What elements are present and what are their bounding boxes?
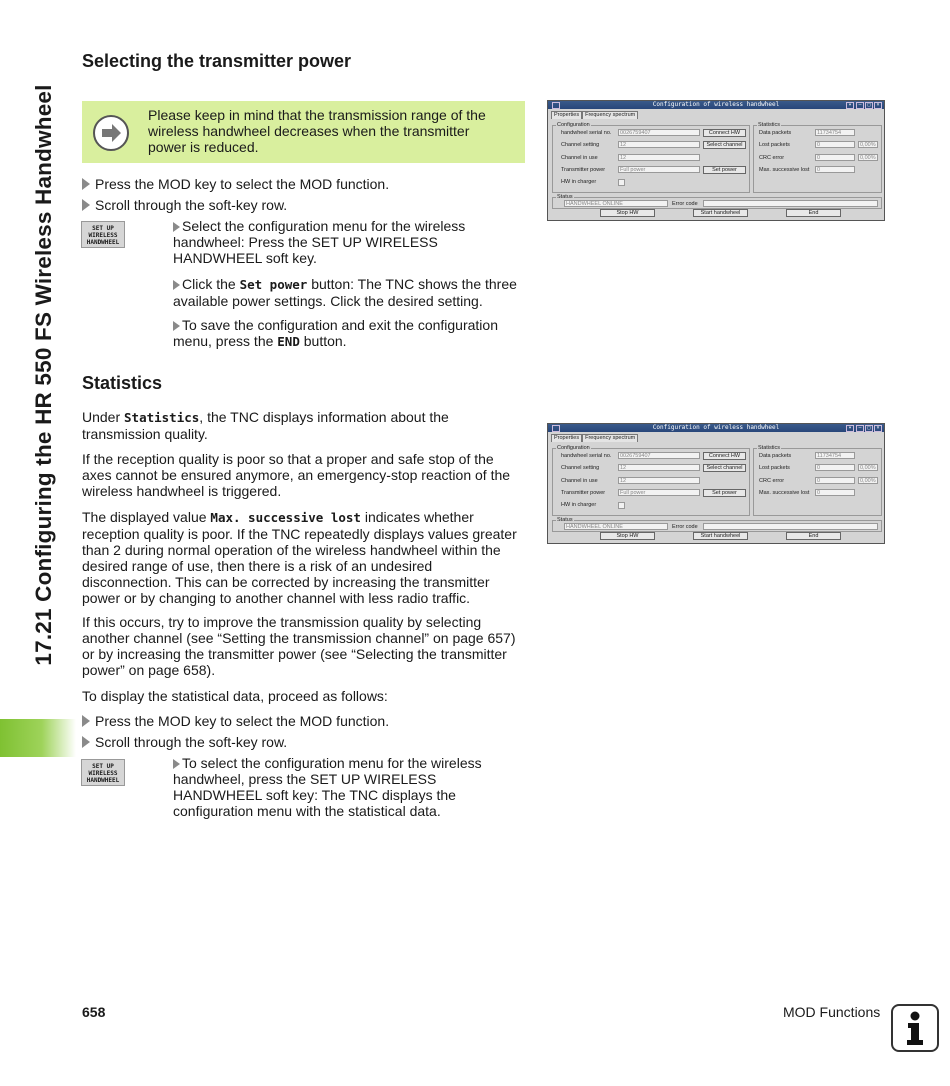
row-label: Channel in use <box>561 155 598 161</box>
row-label: HW in charger <box>561 179 597 185</box>
paragraph: The displayed value Max. successive lost indicates whether reception quality is poor. If the TNC repeatedly displays values greater than 2 during normal operation of the wireless handwheel within the desired range of use, then there is a risk of an undesired disconnection. This can be corrected by increasing the transmitter power or by changing to another channel with less radio traffic. <box>82 509 517 606</box>
triangle-bullet-icon <box>173 759 180 769</box>
statistics-group: Statistics <box>753 125 882 193</box>
close-icon: × <box>874 425 882 432</box>
serial-field: 0026759407 <box>618 129 700 136</box>
configuration-group: Configuration <box>552 448 750 516</box>
max-successive-lost-field: 0 <box>815 166 855 173</box>
error-code-field <box>703 200 878 207</box>
crc-error-field: 0 <box>815 154 855 161</box>
row-label: Data packets <box>759 453 792 459</box>
serial-field: 0026759407 <box>618 452 700 459</box>
lost-packets-field: 0 <box>815 141 855 148</box>
row-label: Max. successive lost <box>759 490 810 496</box>
triangle-bullet-icon <box>173 222 180 232</box>
page-number: 658 <box>82 1004 106 1020</box>
step-text: Select the configuration menu for the wireless handwheel: Press the SET UP WIRELESS HANDWHEEL soft key. <box>173 218 466 266</box>
data-packets-field: 11734754 <box>815 129 855 136</box>
crc-error-pct: 0,00% <box>858 477 878 484</box>
row-label: handwheel serial no. <box>561 130 612 136</box>
triangle-bullet-icon <box>82 199 90 211</box>
status-field: HANDWHEEL ONLINE <box>564 523 668 530</box>
tab-properties: Properties <box>551 434 582 442</box>
hw-in-charger-checkbox <box>618 502 625 509</box>
chapter-tab-marker <box>0 719 76 757</box>
window-menu-icon <box>552 102 560 109</box>
row-label: Max. successive lost <box>759 167 810 173</box>
crc-error-field: 0 <box>815 477 855 484</box>
connect-hw-button: Connect HW <box>703 129 746 137</box>
triangle-bullet-icon <box>173 280 180 290</box>
tab-frequency-spectrum: Frequency spectrum <box>582 111 638 119</box>
row-label: Lost packets <box>759 142 790 148</box>
note-box <box>82 101 525 163</box>
list-item: Scroll through the soft-key row. <box>82 734 287 750</box>
config-dialog-screenshot <box>547 100 885 221</box>
paragraph: Under Statistics, the TNC displays information about the transmission quality. <box>82 409 449 442</box>
hw-in-charger-checkbox <box>618 179 625 186</box>
paragraph: If the reception quality is poor so that a proper and safe stop of the axes cannot be ensured anymore, an emergency-stop reaction of the wireless handwheel is triggered. <box>82 451 511 499</box>
list-item: Press the MOD key to select the MOD function. <box>82 713 389 729</box>
chapter-name: MOD Functions <box>783 1004 881 1020</box>
lost-packets-pct: 0,00% <box>858 464 878 471</box>
triangle-bullet-icon <box>82 178 90 190</box>
section-heading-statistics: Statistics <box>82 373 163 393</box>
configuration-group: Configuration <box>552 125 750 193</box>
close-icon: × <box>874 102 882 109</box>
transmitter-power-field: Full power <box>618 166 700 173</box>
start-handwheel-button: Start handwheel <box>693 209 748 217</box>
tab-frequency-spectrum: Frequency spectrum <box>582 434 638 442</box>
maximize-icon: □ <box>865 102 873 109</box>
channel-in-use-field: 12 <box>618 477 700 484</box>
paragraph: To display the statistical data, proceed as follows: <box>82 688 388 704</box>
set-power-button: Set power <box>703 489 746 497</box>
dialog-titlebar: Configuration of wireless handwheel ▾ – □ × <box>548 424 884 432</box>
select-channel-button: Select channel <box>703 141 746 149</box>
row-label: CRC error <box>759 478 785 484</box>
row-label: CRC error <box>759 155 785 161</box>
step-text: To select the configuration menu for the wireless handwheel, press the SET UP WIRELESS HANDWHEEL soft key: The TNC displays the configuration menu with the statistical data. <box>173 755 482 819</box>
row-label: handwheel serial no. <box>561 453 612 459</box>
row-label: Channel in use <box>561 478 598 484</box>
stop-hw-button: Stop HW <box>600 209 655 217</box>
row-label: Error code <box>672 524 698 530</box>
pin-icon: ▾ <box>846 425 854 432</box>
row-label: Channel setting <box>561 465 600 471</box>
row-label: HW in charger <box>561 502 597 508</box>
pin-icon: ▾ <box>846 102 854 109</box>
list-item: Press the MOD key to select the MOD function. <box>82 176 389 192</box>
start-handwheel-button: Start handwheel <box>693 532 748 540</box>
minimize-icon: – <box>856 425 864 432</box>
status-field: HANDWHEEL ONLINE <box>564 200 668 207</box>
row-label: Transmitter power <box>561 490 606 496</box>
row-label: Transmitter power <box>561 167 606 173</box>
info-icon <box>891 1004 939 1052</box>
dialog-titlebar: Configuration of wireless handwheel ▾ – □ × <box>548 101 884 109</box>
minimize-icon: – <box>856 102 864 109</box>
lost-packets-field: 0 <box>815 464 855 471</box>
config-dialog-screenshot <box>547 423 885 544</box>
maximize-icon: □ <box>865 425 873 432</box>
statistics-group: Statistics <box>753 448 882 516</box>
status-group: Status <box>552 520 882 532</box>
error-code-field <box>703 523 878 530</box>
note-text: Please keep in mind that the transmission range of the wireless handwheel decreases when the transmitter power is reduced. <box>148 107 486 155</box>
channel-setting-field: 12 <box>618 141 700 148</box>
select-channel-button: Select channel <box>703 464 746 472</box>
list-item: Scroll through the soft-key row. <box>82 197 287 213</box>
crc-error-pct: 0,00% <box>858 154 878 161</box>
step-text: Click the Set power button: The TNC shows the three available power settings. Click the desired setting. <box>173 276 517 309</box>
status-group: Status <box>552 197 882 209</box>
channel-setting-field: 12 <box>618 464 700 471</box>
connect-hw-button: Connect HW <box>703 452 746 460</box>
triangle-bullet-icon <box>173 321 180 331</box>
set-power-button: Set power <box>703 166 746 174</box>
lost-packets-pct: 0,00% <box>858 141 878 148</box>
data-packets-field: 11734754 <box>815 452 855 459</box>
softkey-setup-wireless-handwheel[interactable]: SET UP WIRELESS HANDWHEEL <box>81 221 125 248</box>
row-label: Data packets <box>759 130 792 136</box>
paragraph: If this occurs, try to improve the transmission quality by selecting another channel (see “Setting the transmission channel” on page 657) or by increasing the transmitter power (see “Selecting the transmitter power” on page 658). <box>82 614 516 678</box>
row-label: Channel setting <box>561 142 600 148</box>
window-menu-icon <box>552 425 560 432</box>
end-button: End <box>786 532 841 540</box>
tab-properties: Properties <box>551 111 582 119</box>
transmitter-power-field: Full power <box>618 489 700 496</box>
triangle-bullet-icon <box>82 736 90 748</box>
side-chapter-title: 17.21 Configuring the HR 550 FS Wireless Handwheel <box>31 84 56 666</box>
stop-hw-button: Stop HW <box>600 532 655 540</box>
arrow-right-icon <box>93 115 129 151</box>
softkey-setup-wireless-handwheel[interactable]: SET UP WIRELESS HANDWHEEL <box>81 759 125 786</box>
row-label: Lost packets <box>759 465 790 471</box>
max-successive-lost-field: 0 <box>815 489 855 496</box>
row-label: Error code <box>672 201 698 207</box>
section-heading-transmitter-power: Selecting the transmitter power <box>82 51 352 71</box>
end-button: End <box>786 209 841 217</box>
channel-in-use-field: 12 <box>618 154 700 161</box>
triangle-bullet-icon <box>82 715 90 727</box>
step-text: To save the configuration and exit the configuration menu, press the END button. <box>173 317 498 349</box>
